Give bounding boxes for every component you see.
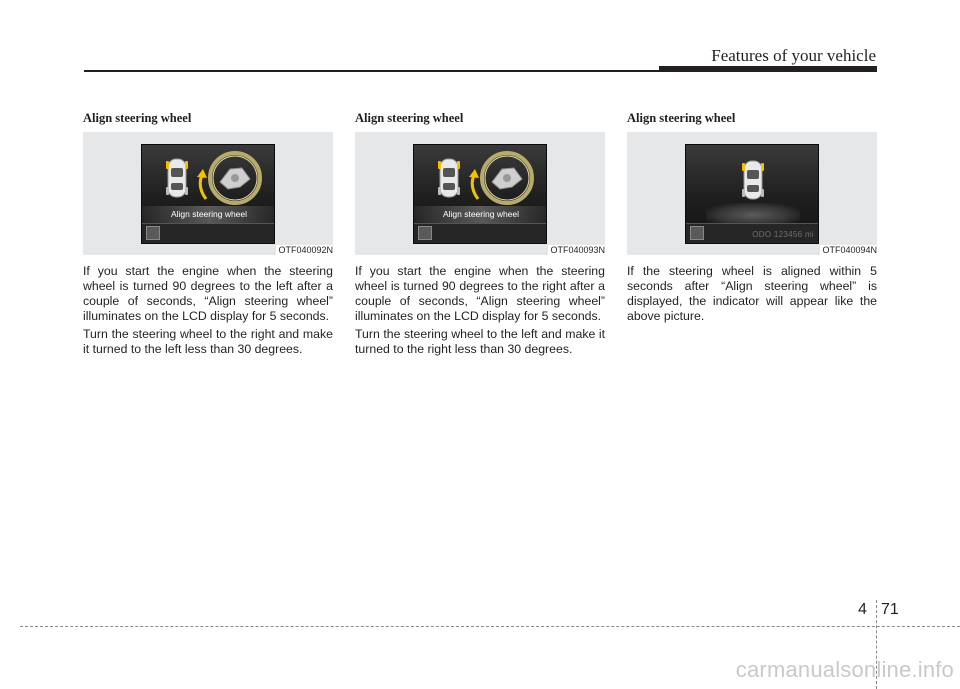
body-paragraph: If you start the engine when the steering wheel is turned 90 degrees to the right after a couple of seconds, “Align steering wheel” illuminates on the LCD display for 5 seconds. xyxy=(355,264,605,323)
footer-rule xyxy=(20,626,960,627)
chapter-number: 4 xyxy=(858,601,867,618)
lcd-display xyxy=(685,144,819,244)
lcd-message: Align steering wheel xyxy=(414,206,547,223)
lcd-figure xyxy=(627,132,877,255)
lcd-figure xyxy=(355,132,605,255)
lcd-status-bar xyxy=(414,223,547,243)
header-rule-accent xyxy=(659,66,877,72)
lcd-display xyxy=(413,144,547,244)
figure-code: OTF040092N xyxy=(278,245,333,255)
steering-wheel-icon xyxy=(206,149,264,207)
body-paragraph: If the steering wheel is aligned within 5 seconds after “Align steering wheel” is displayed, the indicator will appear like the above picture. xyxy=(627,264,877,323)
lcd-display xyxy=(141,144,275,244)
odometer-readout: ODO 123456 mi xyxy=(752,230,814,239)
steering-wheel-icon xyxy=(478,149,536,207)
column-left-turn xyxy=(83,110,333,357)
lcd-figure xyxy=(83,132,333,255)
car-top-view-icon xyxy=(166,155,188,201)
body-paragraph: If you start the engine when the steering wheel is turned 90 degrees to the left after a couple of seconds, “Align steering wheel” illuminates on the LCD display for 5 seconds. xyxy=(83,264,333,323)
section-title: Align steering wheel xyxy=(83,111,192,125)
lcd-message: Align steering wheel xyxy=(142,206,275,223)
body-paragraph: Turn the steering wheel to the right and make it turned to the left less than 30 degrees. xyxy=(83,327,333,356)
column-aligned xyxy=(627,110,877,324)
page-section-title: Features of your vehicle xyxy=(711,46,876,65)
lcd-status-bar xyxy=(142,223,275,243)
figure-code: OTF040094N xyxy=(822,245,877,255)
section-title: Align steering wheel xyxy=(627,111,736,125)
figure-code: OTF040093N xyxy=(550,245,605,255)
lcd-status-bar xyxy=(686,223,819,243)
section-title: Align steering wheel xyxy=(355,111,464,125)
car-top-view-icon xyxy=(742,157,764,203)
car-top-view-icon xyxy=(438,155,460,201)
body-paragraph: Turn the steering wheel to the left and make it turned to the right less than 30 degrees. xyxy=(355,327,605,356)
trip-mode-icon xyxy=(690,226,704,240)
column-right-turn xyxy=(355,110,605,357)
watermark: carmanualsonline.info xyxy=(735,657,954,682)
page-number: 71 xyxy=(881,601,899,618)
trip-mode-icon xyxy=(418,226,432,240)
header-rule xyxy=(84,70,659,72)
trip-mode-icon xyxy=(146,226,160,240)
